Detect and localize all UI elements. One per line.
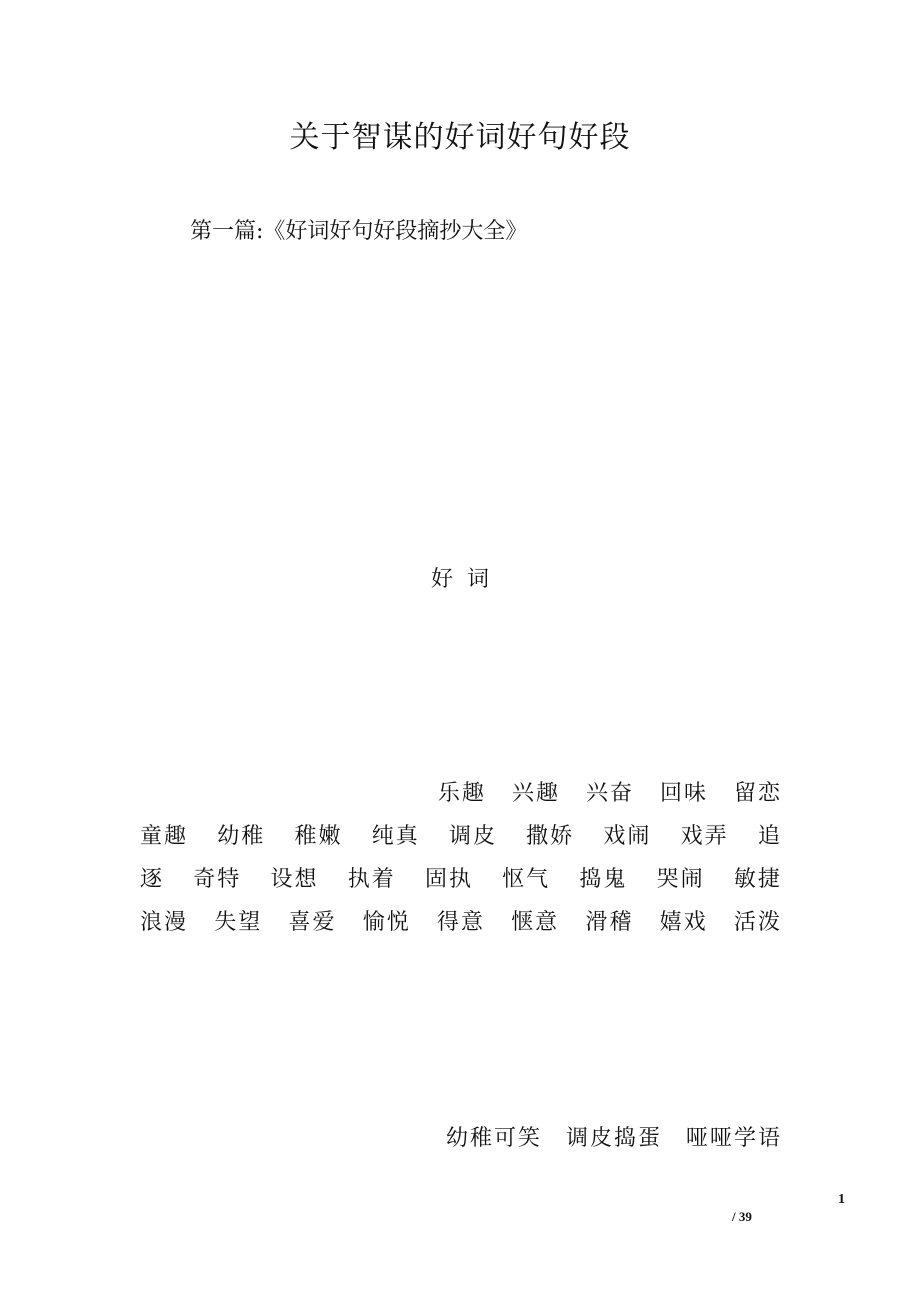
phrase-line <box>140 1124 782 1154</box>
word: 浪漫 <box>140 910 189 935</box>
word: 滑稽 <box>585 910 634 935</box>
word: 怄气 <box>502 867 551 892</box>
word: 逐 <box>140 867 165 892</box>
word-line <box>140 822 782 852</box>
word: 愉悦 <box>362 910 411 935</box>
word: 喜爱 <box>288 910 337 935</box>
word-line <box>140 779 782 809</box>
word: 稚嫩 <box>294 824 343 849</box>
word: 兴趣 <box>511 781 560 806</box>
word: 惬意 <box>511 910 560 935</box>
word: 幼稚 <box>217 824 266 849</box>
word: 执着 <box>347 867 396 892</box>
word: 固执 <box>424 867 473 892</box>
word: 敏捷 <box>733 867 782 892</box>
word: 调皮 <box>448 824 497 849</box>
word: 戏闹 <box>603 824 652 849</box>
word: 撒娇 <box>526 824 575 849</box>
word: 纯真 <box>371 824 420 849</box>
phrase: 哑哑学语 <box>685 1126 782 1151</box>
word: 失望 <box>214 910 263 935</box>
word: 嬉戏 <box>659 910 708 935</box>
word: 戏弄 <box>680 824 729 849</box>
page-number: 1 <box>838 1192 845 1207</box>
word: 捣鬼 <box>579 867 628 892</box>
chapter-subtitle: 第一篇:《好词好句好段摘抄大全》 <box>190 219 528 244</box>
word: 童趣 <box>140 824 189 849</box>
word: 活泼 <box>733 910 782 935</box>
word: 设想 <box>270 867 319 892</box>
word: 哭闹 <box>656 867 705 892</box>
word-line <box>140 908 782 938</box>
section-heading: 好词 <box>430 567 503 592</box>
word: 留恋 <box>733 781 782 806</box>
phrase: 调皮捣蛋 <box>565 1126 662 1151</box>
word: 兴奋 <box>585 781 634 806</box>
word: 回味 <box>659 781 708 806</box>
phrase: 幼稚可笑 <box>445 1126 542 1151</box>
word: 奇特 <box>193 867 242 892</box>
word: 乐趣 <box>437 781 486 806</box>
page-title: 关于智谋的好词好句好段 <box>289 120 631 155</box>
word: 得意 <box>436 910 485 935</box>
word: 追 <box>757 824 782 849</box>
page-total: / 39 <box>732 1209 752 1224</box>
word-line <box>140 865 782 895</box>
